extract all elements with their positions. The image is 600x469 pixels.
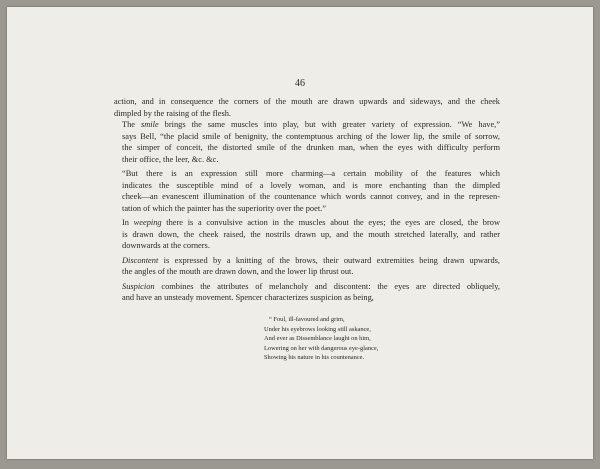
text-line: their office, the leer, &c. &c. <box>122 154 219 164</box>
text-line: downwards at the corners. <box>122 241 210 250</box>
text-line: and have an unsteady movement. Spencer characterizes suspicion as being, <box>122 293 374 302</box>
text-line: indicates the susceptible mind of a lovely woman, and is more enchanting than the dimpled <box>122 180 500 190</box>
paragraph-2 <box>114 119 500 165</box>
lead-text: In <box>122 218 134 227</box>
verse-line: Under his eyebrows looking still askance, <box>264 325 371 333</box>
text-line <box>114 119 500 131</box>
body-text <box>114 96 500 304</box>
paragraph-1 <box>114 96 500 119</box>
emphasis-word: smile <box>141 120 159 129</box>
emphasis-word: weeping <box>133 218 162 227</box>
text-line: “But there is an expression still more charming—a certain mobility of the features which <box>122 169 500 178</box>
text-line: cheek—an evanescent illumination of the countenance which words cannot convey, and in the represen- <box>122 192 500 201</box>
text-line: the angles of the mouth are drawn down, and the lower lip thrust out. <box>122 267 354 276</box>
paragraph-3 <box>114 168 500 214</box>
line-rest: combines the attributes of melancholy and discontent: the eyes are directed obliquely, <box>154 281 500 291</box>
text-line: tation of which the painter has the superiority over the poet.” <box>122 203 326 213</box>
text-line: dimpled by the raising of the flesh. <box>114 108 231 118</box>
lead-text: The <box>122 120 141 129</box>
line-rest: is expressed by a knitting of the brows, their outward extremities being drawn upwards, <box>158 255 500 265</box>
document-page <box>7 7 593 459</box>
verse-line: “ Foul, ill-favoured and grim, <box>269 316 345 323</box>
paragraph-6 <box>114 281 500 304</box>
verse-line: Showing his nature in his countenance. <box>264 354 365 361</box>
text-line <box>114 281 500 293</box>
line-rest: brings the same muscles into play, but with greater variety of expression. “We have,” <box>158 120 500 129</box>
text-line <box>114 217 500 229</box>
paragraph-5 <box>114 255 500 278</box>
verse-line: And ever as Dissemblance laught on him, <box>264 335 371 342</box>
page-number: 46 <box>295 78 305 89</box>
paragraph-4 <box>114 217 500 252</box>
line-rest: there is a convulsive action in the muscles about the eyes; the eyes are closed, the brow <box>161 218 500 227</box>
emphasis-word: Discontent <box>122 255 159 265</box>
verse-line: Lowering on her with dangerous eye-glance, <box>264 344 379 352</box>
emphasis-word: Suspicion <box>122 281 155 291</box>
text-line: says Bell, “the placid smile of benignity, the contemptuous arching of the lower lip, the smile of sorrow, <box>122 131 500 141</box>
verse-quote <box>264 315 378 363</box>
text-line: action, and in consequence the corners of the mouth are drawn upwards and sideways, and the cheek <box>114 97 500 106</box>
text-line: is drawn down, the cheek raised, the nostrils drawn up, and the mouth stretched laterally, and rather <box>122 229 500 239</box>
text-line: the simper of conceit, the distorted smile of the drunken man, when the eyes with difficulty perform <box>122 143 500 152</box>
text-line <box>114 255 500 267</box>
